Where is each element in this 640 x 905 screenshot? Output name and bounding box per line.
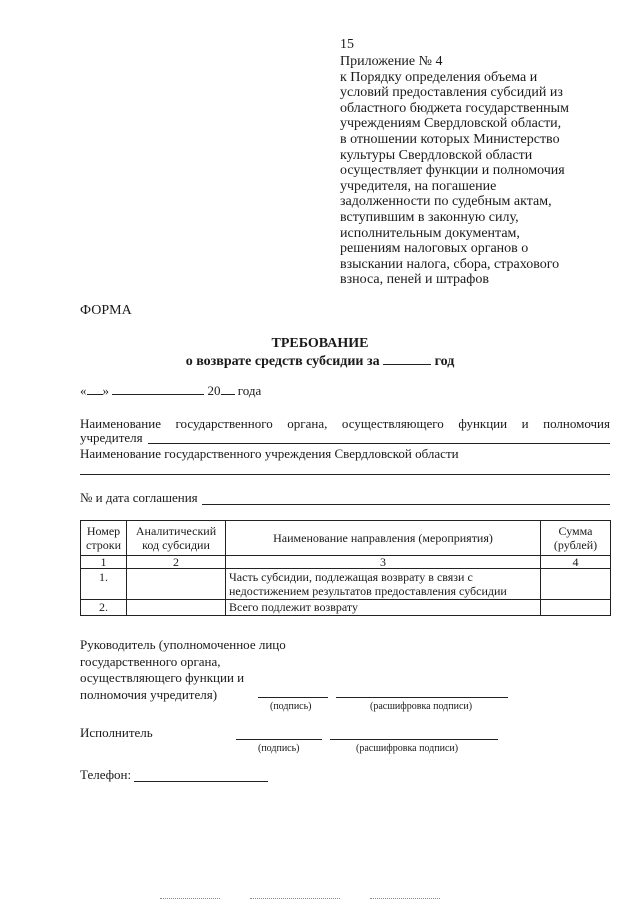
appendix-line: осуществляет функции и полномочия <box>340 163 565 179</box>
head-signatory-label <box>80 637 286 703</box>
appendix-line: исполнительным документам, <box>340 225 520 241</box>
gov-body-input-line[interactable] <box>148 443 610 444</box>
signatory-line: осуществляющего функции и <box>80 670 245 685</box>
appendix-line: взыскании налога, сбора, страхового <box>340 256 560 272</box>
signature-caption: (подпись) <box>258 743 300 754</box>
header-row-number: Номер строки <box>81 521 127 556</box>
agreement-label: № и дата соглашения <box>80 490 198 505</box>
header-amount: Сумма (рублей) <box>541 521 611 556</box>
document-title: ТРЕБОВАНИЕ <box>271 336 369 351</box>
appendix-line: областного бюджета государственным <box>340 100 569 116</box>
subtitle-prefix: о возврате средств субсидии за <box>185 354 380 369</box>
transcript-caption: (расшифровка подписи) <box>356 743 459 754</box>
signature-caption: (подпись) <box>270 701 312 712</box>
executor-transcript-line[interactable] <box>330 739 498 740</box>
appendix-line: учредителя, на погашение <box>340 178 497 194</box>
day-blank[interactable] <box>87 383 103 395</box>
label-word: функции <box>458 416 508 431</box>
year-prefix: 20 <box>207 383 221 398</box>
column-numbers-row <box>81 556 611 569</box>
label-word: Наименование <box>80 416 161 431</box>
scan-artifact <box>160 898 220 899</box>
label-word: органа, <box>287 416 328 431</box>
label-word: государственного <box>175 416 273 431</box>
row-number: 1. <box>81 569 127 600</box>
row-name: Всего подлежит возврату <box>226 600 541 616</box>
scan-artifact <box>250 898 340 899</box>
date-open-quote: « <box>80 383 87 398</box>
row-number: 2. <box>81 600 127 616</box>
head-signature-line[interactable] <box>258 697 328 698</box>
page-number: 15 <box>340 37 354 52</box>
head-transcript-line[interactable] <box>336 697 508 698</box>
appendix-line: условий предоставления субсидий из <box>340 85 563 101</box>
scan-artifact <box>370 898 440 899</box>
appendix-line: в отношении которых Министерство <box>340 131 560 147</box>
label-word: полномочия <box>543 416 610 431</box>
date-close-quote: » <box>102 383 109 398</box>
month-blank[interactable] <box>112 383 204 395</box>
row-code-cell[interactable] <box>127 600 226 616</box>
signatory-line: государственного органа, <box>80 653 221 669</box>
executor-label: Исполнитель <box>80 725 153 740</box>
appendix-line: задолженности по судебным актам, <box>340 194 552 210</box>
header-analytic-code: Аналитический код субсидии <box>127 521 226 556</box>
year-blank[interactable] <box>383 353 431 365</box>
institution-input-line[interactable] <box>80 474 610 475</box>
appendix-line: взноса, пеней и штрафов <box>340 272 489 288</box>
gov-body-label-cont: учредителя <box>80 430 143 445</box>
year-suffix: года <box>237 383 262 398</box>
row-sum-cell[interactable] <box>541 600 611 616</box>
table-row <box>81 569 611 600</box>
label-word: и <box>521 416 529 431</box>
phone-label: Телефон: <box>80 767 132 782</box>
column-number: 1 <box>81 556 127 569</box>
appendix-line: к Порядку определения объема и <box>340 69 538 85</box>
appendix-line: Приложение № 4 <box>340 54 443 69</box>
subtitle-suffix: год <box>434 354 455 369</box>
column-number: 3 <box>226 556 541 569</box>
phone-input-line[interactable] <box>134 781 268 782</box>
appendix-line: вступившим в законную силу, <box>340 209 519 225</box>
appendix-line: культуры Свердловской области <box>340 147 533 163</box>
executor-signature-line[interactable] <box>236 739 322 740</box>
transcript-caption: (расшифровка подписи) <box>370 701 473 712</box>
row-code-cell[interactable] <box>127 569 226 600</box>
date-line <box>80 383 261 399</box>
table-row <box>81 600 611 616</box>
label-word: осуществляющего <box>341 416 444 431</box>
row-sum-cell[interactable] <box>541 569 611 600</box>
header-direction-name: Наименование направления (мероприятия) <box>226 521 541 556</box>
document-subtitle <box>0 353 640 370</box>
year-digits-blank[interactable] <box>221 383 235 395</box>
column-number: 2 <box>127 556 226 569</box>
appendix-line: решениям налоговых органов о <box>340 241 529 257</box>
appendix-line: учреждениям Свердловской области, <box>340 116 562 132</box>
column-number: 4 <box>541 556 611 569</box>
row-name: Часть субсидии, подлежащая возврату в связи с недостижением результатов предоставления субсидии <box>226 569 541 600</box>
gov-body-label <box>80 416 610 432</box>
table-header-row <box>81 521 611 556</box>
agreement-input-line[interactable] <box>202 504 610 505</box>
signatory-line: полномочия учредителя) <box>80 686 218 702</box>
refund-table <box>80 520 611 616</box>
appendix-note <box>340 54 569 288</box>
institution-label: Наименование государственного учреждения Свердловской области <box>80 446 459 461</box>
form-label: ФОРМА <box>80 303 132 318</box>
signatory-line: Руководитель (уполномоченное лицо <box>80 637 286 652</box>
